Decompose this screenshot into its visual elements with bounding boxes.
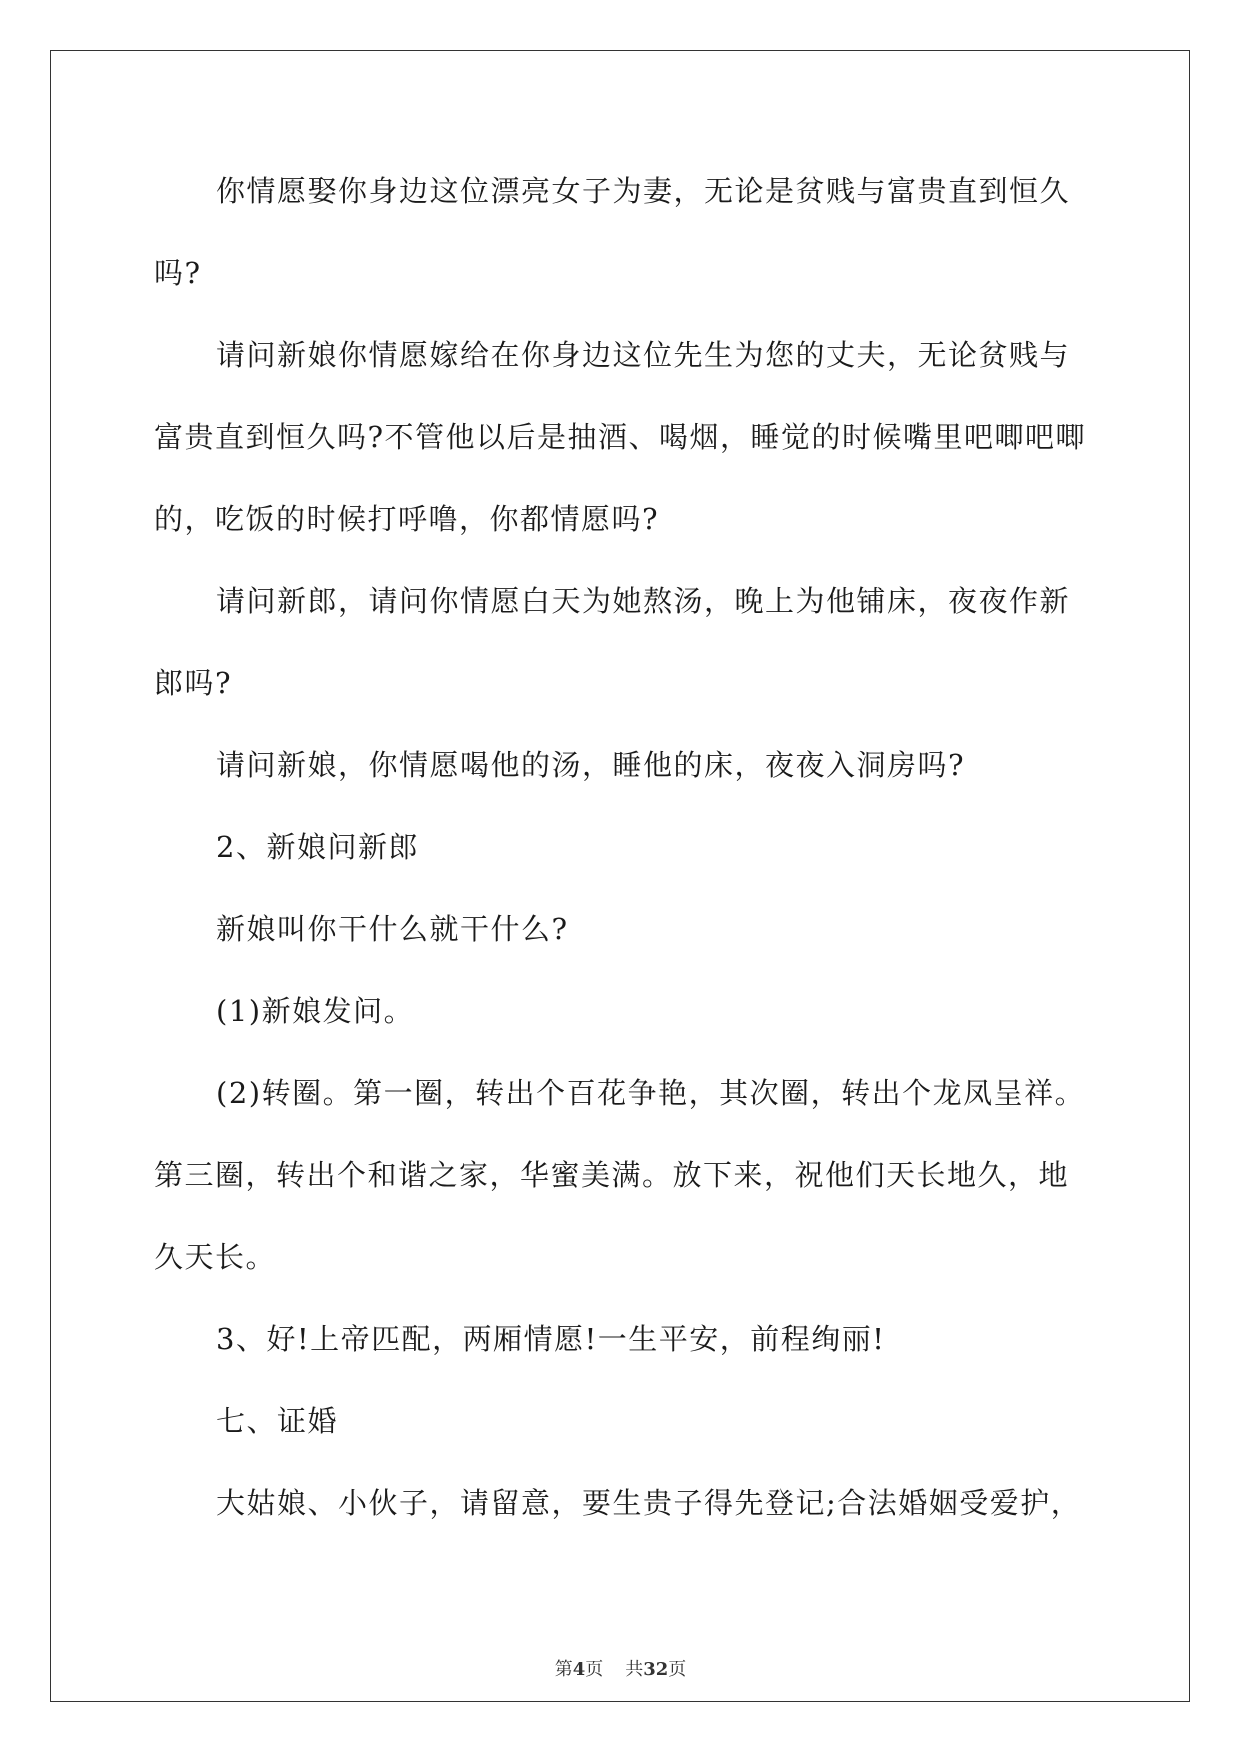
text-line: 久天长。: [154, 1240, 277, 1274]
text-line: 你情愿娶你身边这位漂亮女子为妻，无论是贫贱与富贵直到恒久: [216, 174, 1071, 208]
page-number: 4: [572, 1659, 586, 1680]
text-line: 新娘叫你干什么就干什么?: [216, 912, 569, 946]
text-line: 第三圈，转出个和谐之家，华蜜美满。放下来，祝他们天长地久，地: [154, 1158, 1070, 1192]
text-line: 2、新娘问新郎: [216, 830, 419, 864]
page-footer: [0, 1655, 1241, 1681]
text-line: 吗?: [154, 256, 202, 290]
text-line: (2)转圈。第一圈，转出个百花争艳，其次圈，转出个龙凤呈祥。: [216, 1076, 1086, 1110]
total-suffix: 页: [668, 1659, 687, 1680]
text-line: 七、证婚: [216, 1404, 339, 1438]
text-line: 请问新娘，你情愿喝他的汤，睡他的床，夜夜入洞房吗?: [216, 748, 966, 782]
text-line: 的，吃饭的时候打呼噜，你都情愿吗?: [154, 502, 660, 536]
document-body: [154, 150, 1094, 1544]
text-line: 富贵直到恒久吗?不管他以后是抽酒、喝烟，睡觉的时候嘴里吧唧吧唧: [154, 420, 1087, 454]
text-line: 请问新郎，请问你情愿白天为她熬汤，晚上为他铺床，夜夜作新: [216, 584, 1071, 618]
text-line: 3、好!上帝匹配，两厢情愿!一生平安，前程绚丽!: [216, 1322, 886, 1356]
page-prefix: 第: [554, 1659, 573, 1680]
text-line: (1)新娘发问。: [216, 994, 415, 1028]
page-suffix: 页: [585, 1659, 604, 1680]
total-pages: 32: [643, 1659, 669, 1680]
text-line: 大姑娘、小伙子，请留意，要生贵子得先登记;合法婚姻受爱护，: [216, 1486, 1082, 1520]
text-line: 请问新娘你情愿嫁给在你身边这位先生为您的丈夫，无论贫贱与: [216, 338, 1071, 372]
text-line: 郎吗?: [154, 666, 233, 700]
total-prefix: 共: [625, 1659, 644, 1680]
